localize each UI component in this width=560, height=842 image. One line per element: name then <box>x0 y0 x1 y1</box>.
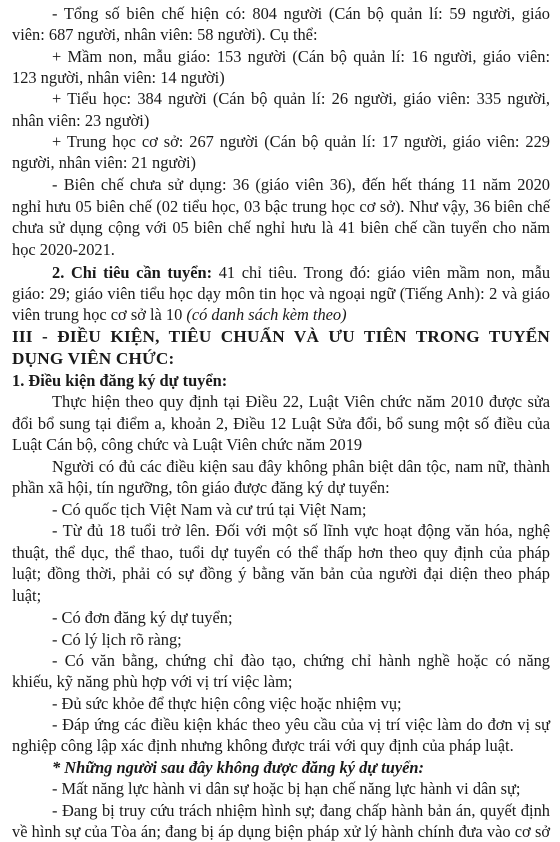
text-line: Thực hiện theo quy định tại Điều 22, Luật Viên chức năm 2010 được sửa <box>52 392 550 411</box>
attachment-note: (có danh sách kèm theo) <box>186 305 347 324</box>
text-line: luật; đồng thời, phải có sự đồng ý bằng văn bản của người đại diện theo pháp <box>12 564 550 583</box>
text-line: - Có lý lịch rõ ràng; <box>52 630 182 649</box>
text-line: + Tiểu học: 384 người (Cán bộ quản lí: 26 người, giáo viên: 335 người, <box>52 89 550 108</box>
text-line: - Từ đủ 18 tuổi trở lên. Đối với một số lĩnh vực hoạt động văn hóa, nghệ <box>52 521 550 540</box>
text-line: đổi bổ sung tại điểm a, khoản 2, Điều 12 Luật Sửa đổi, bổ sung một số điều của <box>12 414 550 433</box>
section-heading: 1. Điều kiện đăng ký dự tuyển: <box>12 371 228 390</box>
chapter-heading: DỤNG VIÊN CHỨC: <box>12 349 175 368</box>
text-line: + Trung học cơ sở: 267 người (Cán bộ quản lí: 17 người, giáo viên: 229 <box>52 132 550 151</box>
text-line: phần xã hội, tín ngưỡng, tôn giáo được đăng ký dự tuyển: <box>12 478 390 497</box>
text-span: viên trung học cơ sở là 10 <box>12 305 187 324</box>
text-line: giáo: 29; giáo viên tiểu học dạy môn tin học và ngoại ngữ (Tiếng Anh): 2 và giáo <box>12 284 550 303</box>
text-span: 41 chỉ tiêu. Trong đó: giáo viên mầm non, mẫu <box>212 263 551 282</box>
text-line: chưa sử dụng cộng với 05 biên chế nghỉ hưu là 41 biên chế cần tuyển cho năm <box>12 218 550 237</box>
text-line: Luật Cán bộ, công chức và Luật Viên chức năm 2019 <box>12 435 363 454</box>
text-line: - Đủ sức khỏe để thực hiện công việc hoặc nhiệm vụ; <box>52 694 402 713</box>
text-line: nghỉ hưu 05 biên chế (02 tiểu học, 03 bậc trung học cơ sở). Như vậy, 36 biên chế <box>12 197 550 216</box>
text-line: luật; <box>12 586 42 605</box>
subsection-heading: * Những người sau đây không được đăng ký dự tuyển: <box>52 758 424 777</box>
section-heading: 2. Chỉ tiêu cần tuyển: <box>52 263 213 282</box>
text-line: - Đáp ứng các điều kiện khác theo yêu cầu của vị trí việc làm do đơn vị sự <box>52 715 550 734</box>
text-line: + Mầm non, mẫu giáo: 153 người (Cán bộ quản lí: 16 người, giáo viên: <box>52 47 550 66</box>
text-line: nhân viên: 23 người) <box>12 111 150 130</box>
text-line: - Đang bị truy cứu trách nhiệm hình sự; đang chấp hành bản án, quyết định <box>52 801 550 820</box>
text-line: thuật, thể dục, thể thao, tuổi dự tuyển có thể thấp hơn theo quy định của pháp <box>12 543 550 562</box>
text-line: nghiệp công lập xác định nhưng không được trái với quy định của pháp luật. <box>12 736 514 755</box>
text-line: - Biên chế chưa sử dụng: 36 (giáo viên 36), đến hết tháng 11 năm 2020 <box>52 175 550 194</box>
text-line: về hình sự của Tòa án; đang bị áp dụng biện pháp xử lý hành chính đưa vào cơ sở <box>12 822 550 841</box>
text-line: - Mất năng lực hành vi dân sự hoặc bị hạn chế năng lực hành vi dân sự; <box>52 779 521 798</box>
text-line: viên: 687 người, nhân viên: 58 người). Cụ thể: <box>12 25 318 44</box>
text-line: học 2020-2021. <box>12 240 115 259</box>
text-line: - Có quốc tịch Việt Nam và cư trú tại Việt Nam; <box>52 500 367 519</box>
text-line: - Tổng số biên chế hiện có: 804 người (Cán bộ quản lí: 59 người, giáo <box>52 4 550 23</box>
text-line: - Có văn bằng, chứng chỉ đào tạo, chứng chỉ hành nghề hoặc có năng <box>52 651 550 670</box>
text-line <box>12 304 550 325</box>
text-line <box>52 262 550 283</box>
text-line: người, nhân viên: 21 người) <box>12 153 196 172</box>
text-line: khiếu, kỹ năng phù hợp với vị trí việc làm; <box>12 672 293 691</box>
chapter-heading: III - ĐIỀU KIỆN, TIÊU CHUẨN VÀ ƯU TIÊN TRONG TUYỂN <box>12 327 550 346</box>
text-line: 123 người, nhân viên: 14 người) <box>12 68 225 87</box>
text-line: - Có đơn đăng ký dự tuyển; <box>52 608 233 627</box>
text-line: Người có đủ các điều kiện sau đây không phân biệt dân tộc, nam nữ, thành <box>52 457 550 476</box>
